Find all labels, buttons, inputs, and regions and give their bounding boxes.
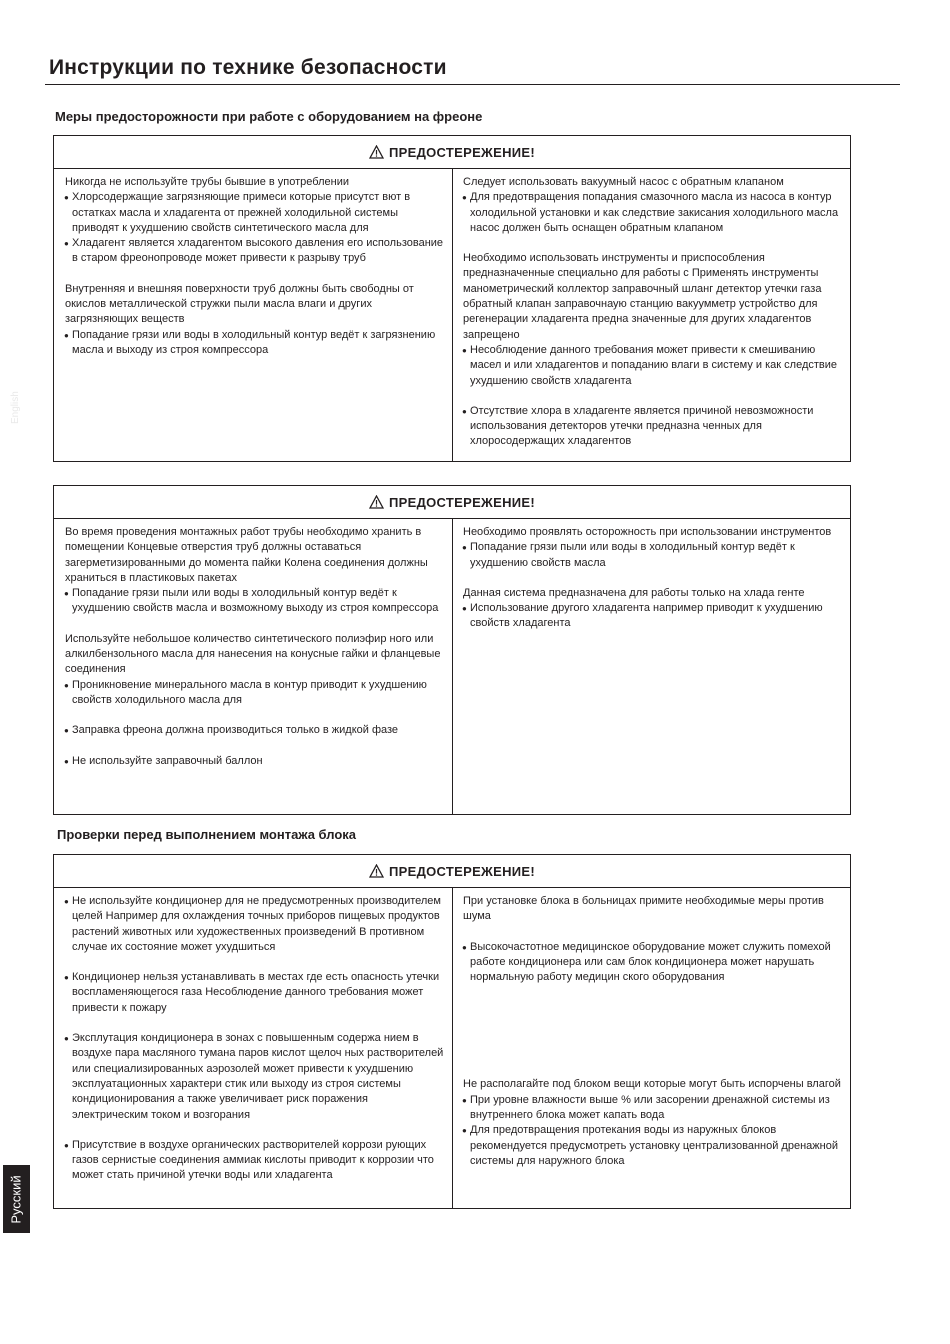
- language-side-tab: [3, 1165, 30, 1233]
- bullet-item: ● Не используйте кондиционер для не предусмотренных производителем целей Например для охлаждения точных приборов пищевых продуктов растений животных или художественных произведений В противном случае их состояние может ухудшиться: [65, 894, 444, 955]
- warning-label: ПРЕДОСТЕРЕЖЕНИЕ!: [388, 494, 536, 510]
- bullet-item: ● Попадание грязи пыли или воды в холодильный контур ведёт к ухудшению свойств масла и возможному выходу из строя компрессора: [65, 586, 444, 617]
- title-divider: [45, 84, 900, 85]
- paragraph: Во время проведения монтажных работ трубы необходимо хранить в помещении Концевые отверстия труб должны оставаться загерметизированными до момента пайки Колена соединения должны храниться в пластиковых пакетах: [65, 526, 428, 584]
- paragraph: Внутренняя и внешняя поверхности труб должны быть свободны от окислов металлической стружки пыли масла влаги и других загрязняющих веществ: [65, 282, 414, 326]
- bullet-item: ● Проникновение минерального масла в контур приводит к ухудшению свойств холодильного масла для: [65, 678, 444, 709]
- bullet-item: ● Несоблюдение данного требования может привести к смешиванию масел и или хладагентов и попаданию влаги в систему и как следствие ухудшению свойств хладагента: [463, 343, 842, 389]
- paragraph: При установке блока в больницах примите необходимые меры против шума: [463, 895, 824, 923]
- bullet-item: ● Попадание грязи или воды в холодильный контур ведёт к загрязнению масла и выходу из строя компрессора: [65, 328, 444, 359]
- paragraph-spacer: [65, 1016, 444, 1031]
- bullet-item: ● Использование другого хладагента например приводит к ухудшению свойств хладагента: [463, 601, 842, 632]
- paragraph-spacer: [463, 389, 842, 404]
- paragraph-spacer: [65, 1123, 444, 1138]
- warning-column-left: [54, 888, 453, 1208]
- warning-box-unit-placement: [53, 854, 851, 1209]
- bullet-item: ● Хладагент является хладагентом высокого давления его использование в старом фреонопроводе может привести к разрыву труб: [65, 236, 444, 267]
- paragraph-spacer: [463, 236, 842, 251]
- ghost-language-label: English: [10, 391, 21, 424]
- bullet-item: ● Не используйте заправочный баллон: [65, 754, 444, 769]
- paragraph: Следует использовать вакуумный насос с обратным клапаном: [463, 176, 784, 188]
- bullet-item: ● При уровне влажности выше % или засорении дренажной системы из внутреннего блока может капать вода: [463, 1093, 842, 1124]
- bullet-item: ● Заправка фреона должна производиться только в жидкой фазе: [65, 723, 444, 738]
- section-heading-freon: Меры предосторожности при работе с оборудованием на фреоне: [55, 109, 483, 124]
- bullet-item: ● Кондиционер нельзя устанавливать в местах где есть опасность утечки воспламеняющегося газа Несоблюдение данного требования может привести к пожару: [65, 970, 444, 1016]
- paragraph: Необходимо использовать инструменты и приспособления предназначенные специально для работы с Применять инструменты манометрический коллектор заправочный шланг детектор утечки газа обратный клапан заправочнаую станцию вакуумметр устройство для регенерации хладагента предна значенные для других хладагентов запрещено: [463, 252, 822, 341]
- bullet-item: ● Присутствие в воздухе органических растворителей коррози рующих газов сернистые соединения аммиак кислоты приводит к коррозии что может стать причиной утечки воды или хладагента: [65, 1138, 444, 1184]
- warning-label: ПРЕДОСТЕРЕЖЕНИЕ!: [388, 863, 536, 879]
- warning-label: ПРЕДОСТЕРЕЖЕНИЕ!: [388, 144, 536, 160]
- paragraph-spacer: [463, 985, 842, 1077]
- bullet-item: ● Попадание грязи пыли или воды в холодильный контур ведёт к ухудшению свойств масла: [463, 540, 842, 571]
- bullet-item: ● Высокочастотное медицинское оборудование может служить помехой работе кондиционера или сам блок кондиционера может нарушать нормальную работу медицин ского оборудования: [463, 940, 842, 986]
- bullet-item: ● Хлорсодержащие загрязняющие примеси которые присутст вют в остатках масла и хладагента от прежней холодильной системы приводят к ухудшению свойств синтетического масла для: [65, 190, 444, 236]
- language-side-tab-label: Русский: [9, 1174, 24, 1224]
- section-heading-checks: Проверки перед выполнением монтажа блока: [57, 827, 356, 842]
- paragraph-spacer: [65, 267, 444, 282]
- warning-column-left: [54, 169, 453, 461]
- bullet-item: ● Эксплутация кондиционера в зонах с повышенным содержа нием в воздухе пара масляного тумана паров кислот щелоч ных растворителей или специализированных аэрозолей может привести к ухудшению эксплуатационных характери стик или выходу из строя системы кондиционирования а также увеличивает риск поражения электрическим током и возгорания: [65, 1031, 444, 1123]
- paragraph-spacer: [65, 617, 444, 632]
- paragraph-spacer: [65, 708, 444, 723]
- paragraph-spacer: [463, 925, 842, 940]
- warning-triangle-icon: [369, 864, 384, 878]
- warning-box-freon-pipes: [53, 135, 851, 462]
- warning-header: [54, 486, 850, 519]
- warning-header: [54, 855, 850, 888]
- warning-triangle-icon: [369, 145, 384, 159]
- page-title: Инструкции по технике безопасности: [49, 56, 447, 79]
- warning-header: [54, 136, 850, 169]
- paragraph-spacer: [65, 955, 444, 970]
- bullet-item: ● Для предотвращения протекания воды из наружных блоков рекомендуется предусмотреть установку централизованной дренажной системы для наружного блока: [463, 1123, 842, 1169]
- warning-column-right: [453, 169, 850, 461]
- paragraph: Не располагайте под блоком вещи которые могут быть испорчены влагой: [463, 1078, 841, 1091]
- paragraph: Данная система предназначена для работы только на хлада генте: [463, 586, 805, 599]
- paragraph: Никогда не используйте трубы бывшие в употреблении: [65, 176, 349, 188]
- paragraph-spacer: [463, 571, 842, 586]
- warning-column-left: [54, 519, 453, 814]
- bullet-item: ● Отсутствие хлора в хладагенте является причиной невозможности использования детекторов утечки предназна ченных для хлоросодержащих хладагентов: [463, 404, 842, 450]
- warning-column-right: [453, 519, 850, 814]
- warning-box-installation-storage: [53, 485, 851, 815]
- paragraph-spacer: [65, 739, 444, 754]
- paragraph: Используйте небольшое количество синтетического полиэфир ного или алкилбензольного масла для нанесения на конусные гайки и фланцевые соединения: [65, 632, 441, 676]
- bullet-item: ● Для предотвращения попадания смазочного масла из насоса в контур холодильной установки и как следствие закисания холодильного масла насос должен быть оснащен обратным клапаном: [463, 190, 842, 236]
- warning-column-right: [453, 888, 850, 1208]
- paragraph: Необходимо проявлять осторожность при использовании инструментов: [463, 526, 832, 538]
- warning-triangle-icon: [369, 495, 384, 509]
